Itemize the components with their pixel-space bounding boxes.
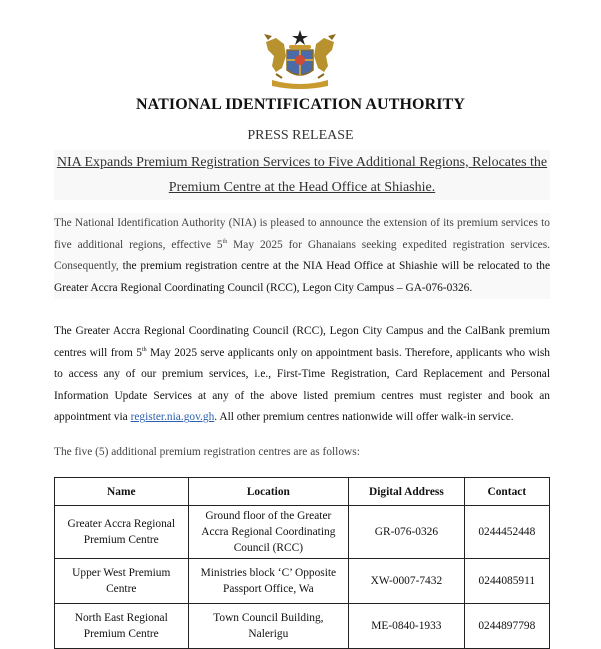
cell-location: Ground floor of the Greater Accra Regional Coordinating Council (RCC) [188,506,349,559]
column-header-contact: Contact [464,478,549,506]
column-header-digital-address: Digital Address [349,478,464,506]
cell-contact: 0244897798 [464,604,549,649]
table-row [55,604,550,649]
cell-digital-address: ME-0840-1933 [349,604,464,649]
cell-location: Town Council Building, Nalerigu [188,604,349,649]
cell-digital-address: GR-076-0326 [349,506,464,559]
paragraph-text: The National Identification Authority (NIA) is pleased to announce the extension of its premium services to five additional regions, effective 5 [54,217,550,251]
headline: NIA Expands Premium Registration Services to Five Additional Regions, Relocates the Premium Centre at the Head Office at Shiashie. [54,150,550,200]
cell-name: Upper West Premium Centre [55,559,189,604]
paragraph-centres-intro: The five (5) additional premium registration centres are as follows: [54,446,360,458]
paragraph-announcement [54,213,550,299]
paragraph-text: The Greater Accra Regional Coordinating Council (RCC), Legon City Campus and the CalBank premium centres will from 5 [54,325,550,359]
ordinal-suffix: th [141,346,147,353]
paragraph-text: the premium registration centre at the NIA Head Office at Shiashie will be relocated to the Greater Accra Regional Coordinating Council (RCC), Legon City Campus – GA-076-0326. [54,260,550,294]
table-row [55,506,550,559]
cell-name: North East Regional Premium Centre [55,604,189,649]
paragraph-appointment [54,321,550,429]
ordinal-suffix: th [222,238,228,245]
cell-name: Greater Accra Regional Premium Centre [55,506,189,559]
cell-location: Ministries block ‘C’ Opposite Passport Office, Wa [188,559,349,604]
cell-digital-address: XW-0007-7432 [349,559,464,604]
column-header-name: Name [55,478,189,506]
cell-contact: 0244452448 [464,506,549,559]
table-row [55,559,550,604]
paragraph-text: May 2025 serve applicants only on appointment basis. Therefore, applicants who wish to access any of our premium services, i.e., First-Time Registration, Card Replacement and Personal Information Update Services at any of the above listed premium centres must register and book an appointment via [54,346,551,424]
registration-link[interactable]: register.nia.gov.gh [130,411,215,424]
press-release-label: PRESS RELEASE [247,128,354,143]
ghana-coat-of-arms-icon [262,28,338,92]
organization-title: NATIONAL IDENTIFICATION AUTHORITY [136,96,465,113]
paragraph-text: May 2025 for Ghanaians seeking expedited registration services. Consequently, [54,238,551,273]
column-header-location: Location [188,478,349,506]
premium-centres-table [54,477,550,649]
paragraph-text: . All other premium centres nationwide will offer walk-in service. [214,411,514,424]
cell-contact: 0244085911 [464,559,549,604]
table-header-row [55,478,550,506]
